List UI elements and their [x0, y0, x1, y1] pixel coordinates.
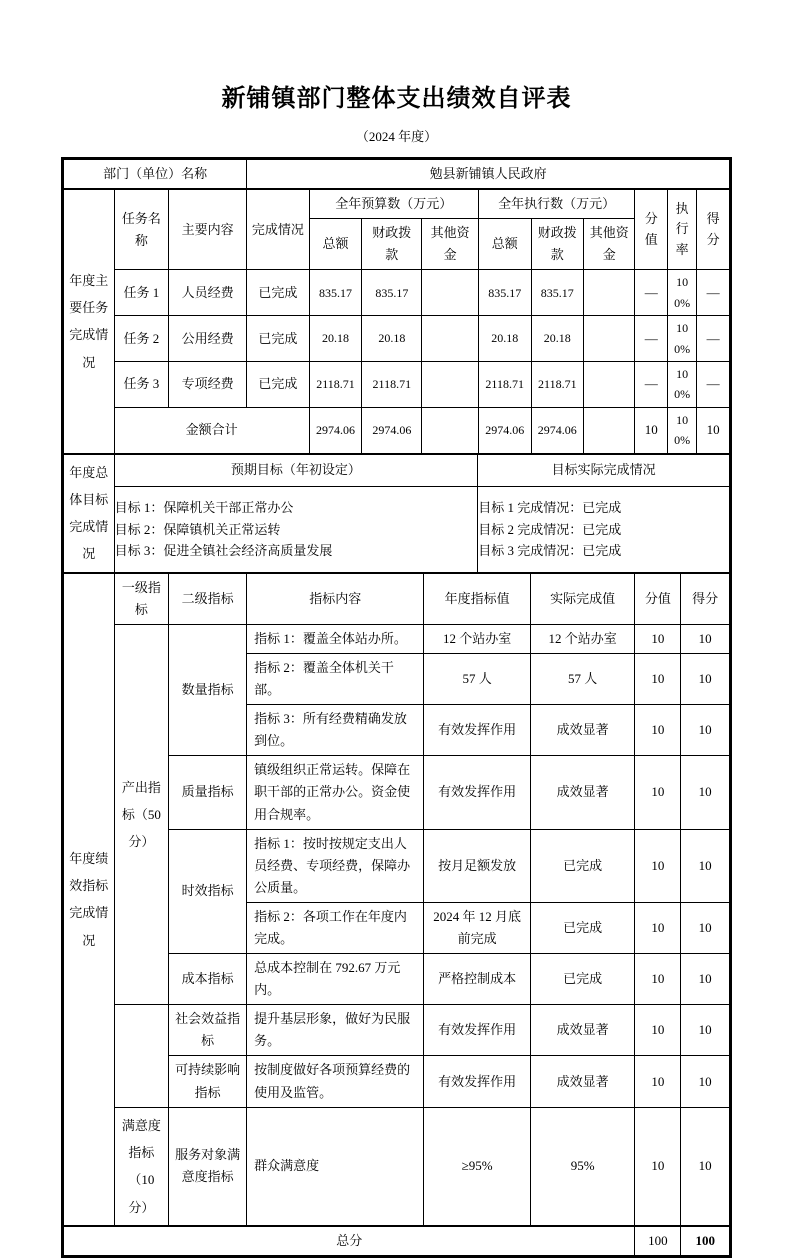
score-value-cell: 10	[635, 1056, 681, 1107]
target-value: 按月足额发放	[424, 829, 531, 902]
col-score: 得分	[697, 190, 730, 270]
indicators-header-row	[64, 573, 730, 624]
expected-goals-header: 预期目标（年初设定）	[114, 454, 478, 487]
indicator-row-satisfaction	[64, 1107, 730, 1225]
grand-total-table	[63, 1226, 730, 1256]
indicator-content: 按制度做好各项预算经费的使用及监管。	[247, 1056, 424, 1107]
social-indicator-label: 社会效益指标	[169, 1005, 247, 1056]
tasks-header-row-1	[64, 190, 730, 219]
score-cell: 10	[697, 407, 730, 453]
score-value-cell: 10	[635, 1005, 681, 1056]
exec-fiscal-cell: 2974.06	[531, 407, 584, 453]
col-actual-value: 实际完成值	[530, 573, 635, 624]
tasks-table	[63, 189, 730, 453]
sustain-indicator-label: 可持续影响指标	[169, 1056, 247, 1107]
exec-fiscal-cell: 2118.71	[531, 361, 584, 407]
col-level1: 一级指标	[114, 573, 169, 624]
exec-rate-cell: 100%	[668, 361, 697, 407]
indicators-table	[63, 573, 730, 1226]
indicator-content: 群众满意度	[247, 1107, 424, 1225]
score-cell: 10	[681, 1056, 730, 1107]
target-value: 严格控制成本	[424, 954, 531, 1005]
col-score-value: 分值	[635, 190, 668, 270]
task-content: 专项经费	[169, 361, 247, 407]
target-value: 有效发挥作用	[424, 1005, 531, 1056]
score-value-cell: 10	[635, 902, 681, 953]
actual-goal-3: 目标 3 完成情况：已完成	[478, 543, 622, 559]
target-value: 有效发挥作用	[424, 1056, 531, 1107]
expected-goals-cell	[114, 487, 478, 572]
time-indicator-label: 时效指标	[169, 829, 247, 953]
evaluation-table	[61, 157, 732, 1258]
exec-total-cell: 2974.06	[478, 407, 531, 453]
exec-other-cell	[584, 316, 635, 362]
grand-total-score-value: 100	[635, 1226, 681, 1255]
actual-value: 57 人	[530, 653, 635, 704]
target-value: 有效发挥作用	[424, 756, 531, 829]
score-cell: 10	[681, 756, 730, 829]
actual-value: 已完成	[530, 829, 635, 902]
exec-rate-cell: 100%	[668, 316, 697, 362]
grand-total-label: 总分	[64, 1226, 635, 1255]
exec-rate-cell: 100%	[668, 270, 697, 316]
col-exec-group: 全年执行数（万元）	[478, 190, 635, 219]
budget-fiscal-cell: 2974.06	[362, 407, 422, 453]
indicator-content: 指标 3：所有经费精确发放到位。	[247, 705, 424, 756]
tasks-total-row	[64, 407, 730, 453]
indicator-content: 指标 1：覆盖全体站办所。	[247, 624, 424, 653]
score-value-cell: 10	[635, 954, 681, 1005]
score-value-cell: 10	[635, 624, 681, 653]
indicator-row-social	[64, 1005, 730, 1056]
task-status: 已完成	[247, 361, 310, 407]
tasks-total-label: 金额合计	[114, 407, 309, 453]
score-value-cell: 10	[635, 407, 668, 453]
col-target-value: 年度指标值	[424, 573, 531, 624]
col-exec-other: 其他资金	[584, 219, 635, 270]
score-value-cell: 10	[635, 653, 681, 704]
budget-fiscal-cell: 20.18	[362, 316, 422, 362]
department-row	[64, 160, 730, 189]
score-value-cell: —	[635, 361, 668, 407]
exec-fiscal-cell: 835.17	[531, 270, 584, 316]
satisfaction-group-label: 满意度指标（10 分）	[114, 1107, 169, 1225]
score-cell: 10	[681, 624, 730, 653]
service-indicator-label: 服务对象满意度指标	[169, 1107, 247, 1225]
indicator-content: 指标 2：各项工作在年度内完成。	[247, 902, 424, 953]
col-indicator-content: 指标内容	[247, 573, 424, 624]
col-score-value: 分值	[635, 573, 681, 624]
actual-goal-2: 目标 2 完成情况：已完成	[478, 521, 622, 537]
department-label: 部门（单位）名称	[64, 160, 247, 189]
col-main-content: 主要内容	[169, 190, 247, 270]
quality-indicator-label: 质量指标	[169, 756, 247, 829]
actual-goal-1: 目标 1 完成情况：已完成	[478, 500, 622, 516]
expected-goal-1: 目标 1：保障机关干部正常办公	[114, 500, 294, 516]
exec-total-cell: 835.17	[478, 270, 531, 316]
task-name: 任务 1	[114, 270, 169, 316]
task-row-2	[64, 316, 730, 362]
actual-value: 成效显著	[530, 705, 635, 756]
budget-fiscal-cell: 835.17	[362, 270, 422, 316]
col-budget-group: 全年预算数（万元）	[309, 190, 478, 219]
score-cell: 10	[681, 1107, 730, 1225]
indicators-section-label: 年度绩效指标完成情况	[64, 573, 115, 1225]
score-value-cell: 10	[635, 756, 681, 829]
score-cell: 10	[681, 902, 730, 953]
col-budget-other: 其他资金	[422, 219, 479, 270]
col-budget-fiscal: 财政拨款	[362, 219, 422, 270]
task-status: 已完成	[247, 270, 310, 316]
actual-value: 已完成	[530, 902, 635, 953]
department-value: 勉县新铺镇人民政府	[247, 160, 730, 189]
col-score: 得分	[681, 573, 730, 624]
indicator-content: 提升基层形象，做好为民服务。	[247, 1005, 424, 1056]
indicator-content: 指标 1：按时按规定支出人员经费、专项经费，保障办公质量。	[247, 829, 424, 902]
department-table	[63, 159, 730, 189]
indicator-content: 镇级组织正常运转。保障在职干部的正常办公。资金使用合规率。	[247, 756, 424, 829]
exec-other-cell	[584, 361, 635, 407]
budget-total-cell: 835.17	[309, 270, 362, 316]
quantity-indicator-label: 数量指标	[169, 624, 247, 755]
score-cell: —	[697, 270, 730, 316]
exec-other-cell	[584, 407, 635, 453]
score-value-cell: 10	[635, 829, 681, 902]
actual-goals-header: 目标实际完成情况	[478, 454, 730, 487]
col-budget-total: 总额	[309, 219, 362, 270]
target-value: 57 人	[424, 653, 531, 704]
grand-total-row	[64, 1226, 730, 1255]
task-content: 公用经费	[169, 316, 247, 362]
target-value: 12 个站办室	[424, 624, 531, 653]
score-value-cell: 10	[635, 1107, 681, 1225]
task-row-1	[64, 270, 730, 316]
effect-group-label	[114, 1005, 169, 1107]
budget-other-cell	[422, 361, 479, 407]
actual-value: 成效显著	[530, 1005, 635, 1056]
actual-goals-cell	[478, 487, 730, 572]
exec-rate-cell: 100%	[668, 407, 697, 453]
target-value: ≥95%	[424, 1107, 531, 1225]
exec-total-cell: 20.18	[478, 316, 531, 362]
task-name: 任务 2	[114, 316, 169, 362]
indicator-content: 指标 2：覆盖全体机关干部。	[247, 653, 424, 704]
col-exec-total: 总额	[478, 219, 531, 270]
page-title: 新铺镇部门整体支出绩效自评表	[221, 85, 572, 112]
indicator-content: 总成本控制在 792.67 万元内。	[247, 954, 424, 1005]
exec-other-cell	[584, 270, 635, 316]
expected-goal-2: 目标 2：保障镇机关正常运转	[114, 521, 281, 537]
goals-table	[63, 454, 730, 573]
exec-fiscal-cell: 20.18	[531, 316, 584, 362]
expected-goal-3: 目标 3：促进全镇社会经济高质量发展	[114, 543, 333, 559]
goals-section-label: 年度总体目标完成情况	[64, 454, 115, 572]
task-row-3	[64, 361, 730, 407]
goals-header-row	[64, 454, 730, 487]
score-value-cell: —	[635, 316, 668, 362]
score-cell: 10	[681, 954, 730, 1005]
task-content: 人员经费	[169, 270, 247, 316]
goals-content-row	[64, 487, 730, 572]
score-cell: —	[697, 316, 730, 362]
cost-indicator-label: 成本指标	[169, 954, 247, 1005]
budget-other-cell	[422, 316, 479, 362]
col-exec-fiscal: 财政拨款	[531, 219, 584, 270]
page-subtitle: （2024 年度）	[355, 129, 438, 144]
col-exec-rate: 执行率	[668, 190, 697, 270]
budget-total-cell: 2974.06	[309, 407, 362, 453]
actual-value: 成效显著	[530, 756, 635, 829]
col-level2: 二级指标	[169, 573, 247, 624]
col-completion: 完成情况	[247, 190, 310, 270]
target-value: 2024 年 12 月底前完成	[424, 902, 531, 953]
score-cell: 10	[681, 829, 730, 902]
task-status: 已完成	[247, 316, 310, 362]
tasks-section-label: 年度主要任务完成情况	[64, 190, 115, 453]
budget-other-cell	[422, 270, 479, 316]
indicator-row-quantity-1	[64, 624, 730, 653]
output-group-label: 产出指标（50 分）	[114, 624, 169, 1004]
score-cell: 10	[681, 653, 730, 704]
score-cell: 10	[681, 1005, 730, 1056]
target-value: 有效发挥作用	[424, 705, 531, 756]
exec-total-cell: 2118.71	[478, 361, 531, 407]
score-value-cell: —	[635, 270, 668, 316]
budget-total-cell: 2118.71	[309, 361, 362, 407]
score-value-cell: 10	[635, 705, 681, 756]
budget-fiscal-cell: 2118.71	[362, 361, 422, 407]
budget-other-cell	[422, 407, 479, 453]
col-task-name: 任务名称	[114, 190, 169, 270]
task-name: 任务 3	[114, 361, 169, 407]
score-cell: 10	[681, 705, 730, 756]
score-cell: —	[697, 361, 730, 407]
actual-value: 12 个站办室	[530, 624, 635, 653]
grand-total-score: 100	[681, 1226, 730, 1255]
budget-total-cell: 20.18	[309, 316, 362, 362]
actual-value: 已完成	[530, 954, 635, 1005]
actual-value: 成效显著	[530, 1056, 635, 1107]
actual-value: 95%	[530, 1107, 635, 1225]
